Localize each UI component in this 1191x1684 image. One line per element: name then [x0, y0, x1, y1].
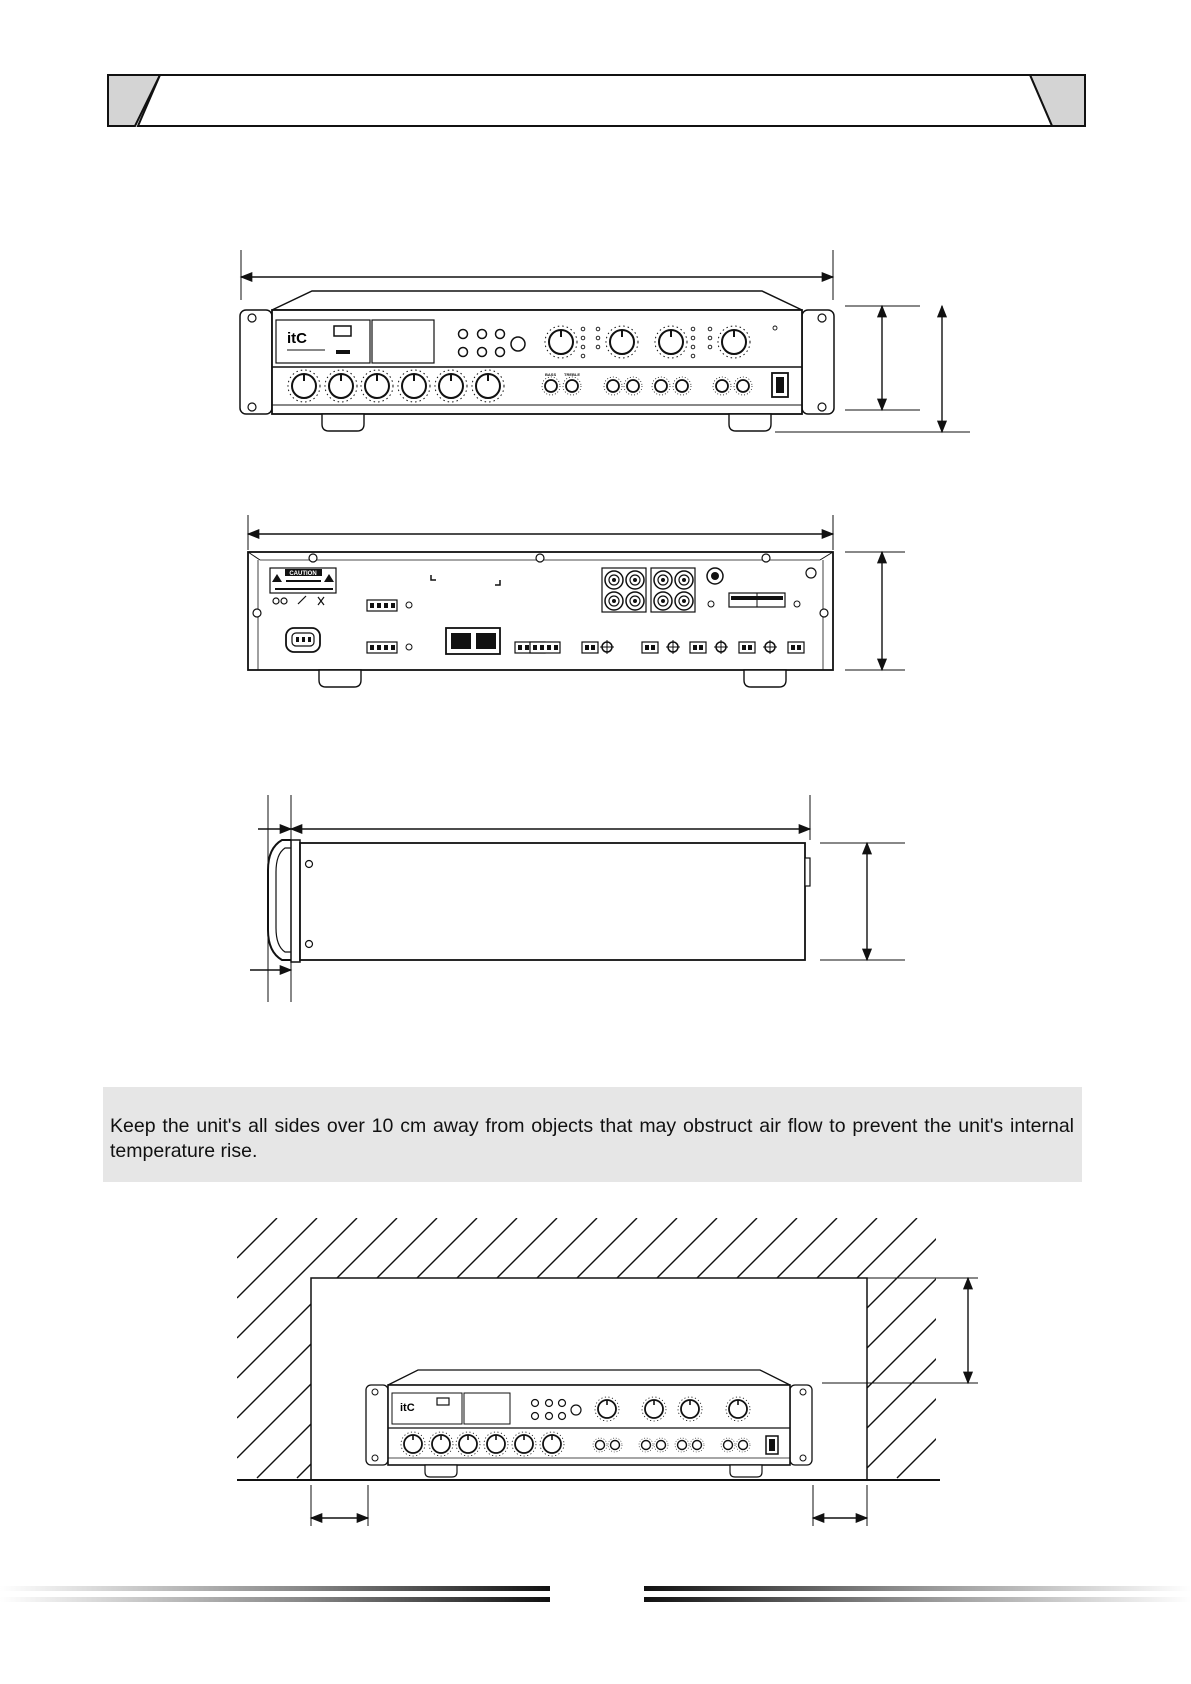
side-view-diagram — [0, 790, 1191, 1010]
front-foot-left — [322, 414, 364, 431]
rear-foot-left — [319, 670, 361, 687]
side-handle — [268, 840, 291, 960]
front-foot-right — [729, 414, 771, 431]
ventilation-note-box — [103, 1087, 1082, 1182]
bass-label: BASS — [545, 372, 557, 377]
usb-port — [334, 326, 351, 336]
front-display-window — [372, 320, 434, 363]
footer-decoration — [0, 1575, 1191, 1605]
front-rack-ear-left — [240, 310, 272, 414]
footer-bar-left-bottom — [0, 1597, 550, 1602]
footer-bar-right-top — [644, 1586, 1191, 1591]
section-header-banner — [0, 0, 1191, 140]
caution-label-title: CAUTION — [289, 571, 317, 577]
front-top-cover — [272, 291, 802, 310]
side-ear — [291, 840, 300, 962]
sd-slot — [336, 350, 350, 354]
footer-bar-right-bottom — [644, 1597, 1191, 1602]
clearance-brand-logo: itC — [400, 1402, 415, 1414]
brand-logo: itC — [287, 330, 307, 347]
treble-label: TREBLE — [564, 372, 580, 377]
rear-view-diagram — [0, 510, 1191, 700]
front-rack-ear-right — [802, 310, 834, 414]
clearance-diagram — [0, 1210, 1191, 1540]
side-chassis — [300, 843, 805, 960]
front-view-diagram — [0, 230, 1191, 450]
footer-bar-left-top — [0, 1586, 550, 1591]
banner-body — [138, 75, 1052, 126]
ventilation-note-text: Keep the unit's all sides over 10 cm away from objects that may obstruct air flow to prevent the unit's internal temperature rise. — [110, 1115, 1074, 1162]
rear-foot-right — [744, 670, 786, 687]
